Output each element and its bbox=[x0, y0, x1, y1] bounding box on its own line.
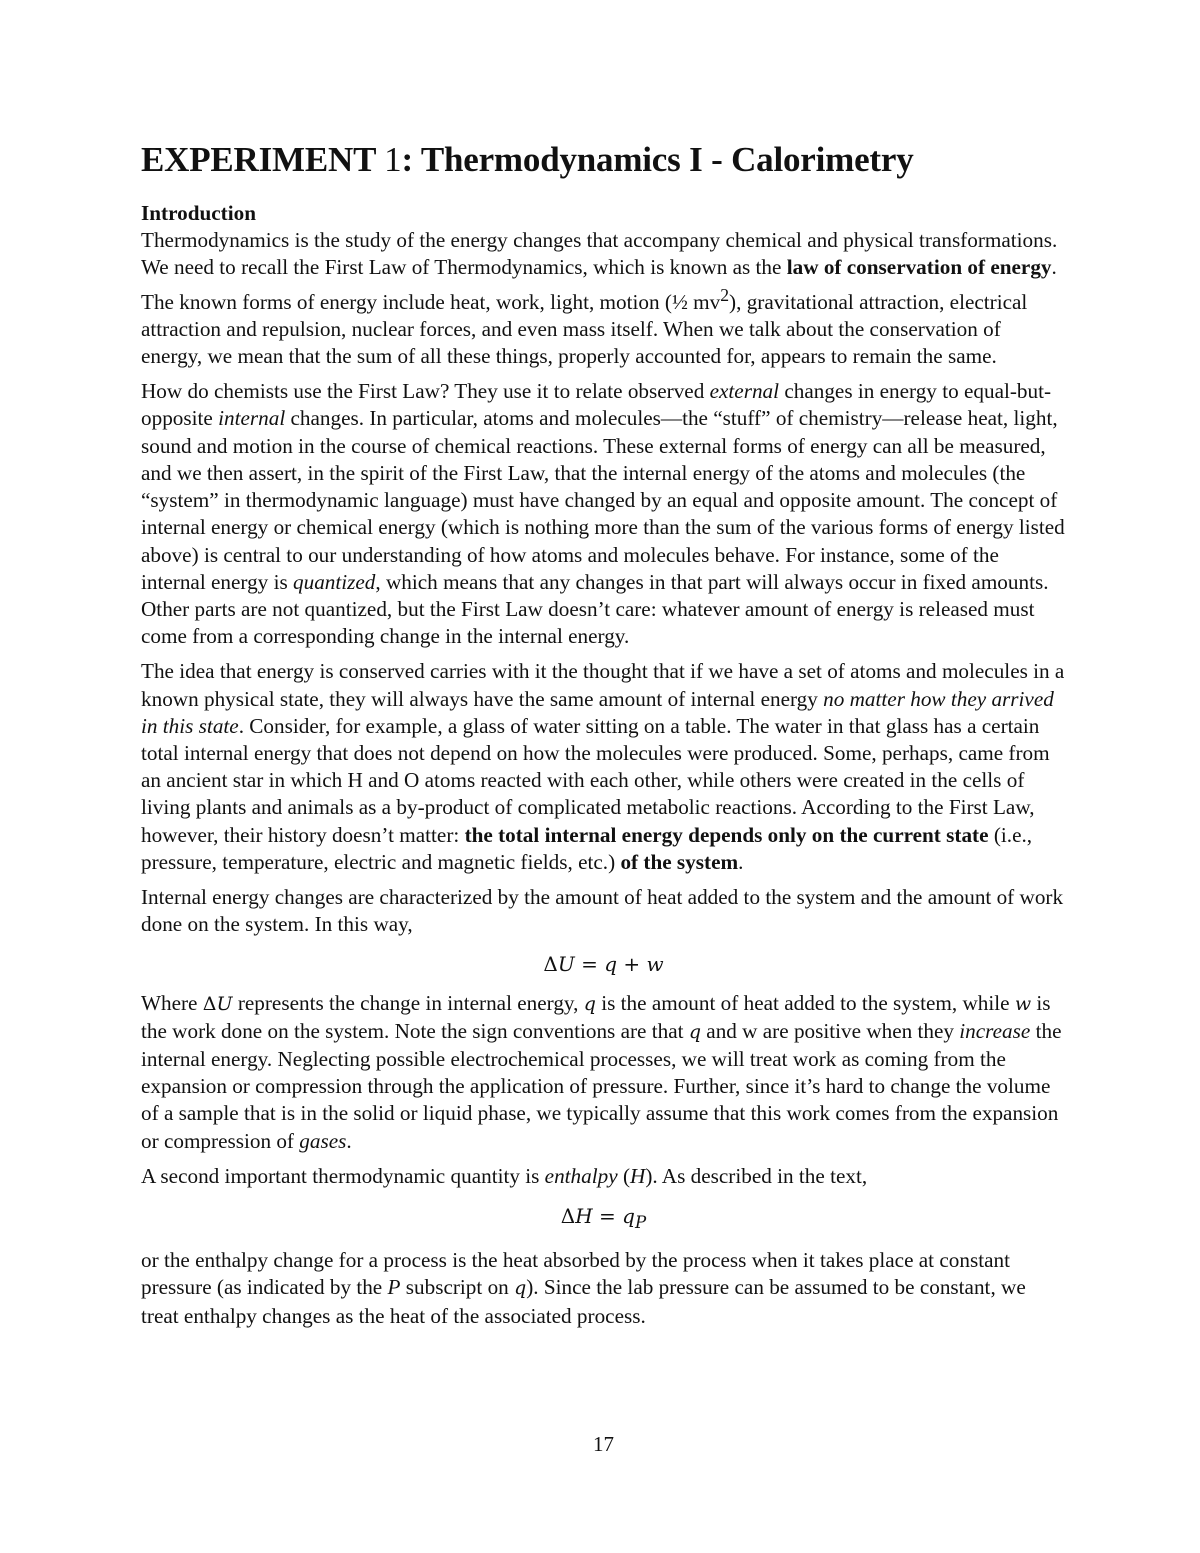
subscript-p: P bbox=[634, 1212, 647, 1232]
experiment-number: 1 bbox=[384, 140, 402, 179]
superscript-two: 2 bbox=[720, 284, 730, 305]
paragraph-first-law: Thermodynamics is the study of the energy changes that accompany chemical and physical transformations. We need to recall the First Law of Thermodynamics, which is known as the law of conservation of energy. The known forms of energy include heat, work, light, motion (½ $mv^2$), gravitational attraction, electrical attraction and repulsion, nuclear forces, and even mass itself. When we talk about the conservation of energy, we mean that the sum of all these things, properly accounted for, appears to remain the same. bbox=[141, 228, 1058, 369]
term-law-of-conservation: law of conservation of energy bbox=[786, 255, 1052, 280]
body-text bbox=[141, 200, 1066, 1338]
page-title: EXPERIMENT 1: Thermodynamics I - Calorimetry bbox=[141, 140, 914, 179]
paragraph-enthalpy: A second important thermodynamic quantity is enthalpy (H). As described in the text, bbox=[141, 1163, 868, 1188]
paragraph-sign-conventions: Where ΔU represents the change in internal energy, q is the amount of heat added to the system, while w is the work done on the system. Note the sign conventions are that q and w are positive when they increase the internal energy. Neglecting possible electrochemical processes, we will treat work as coming from the expansion or compression through the application of pressure. Further, since it’s hard to change the volume of a sample that is in the solid or liquid phase, we typically assume that this work comes from the expansion or compression of gases. bbox=[141, 990, 1062, 1153]
paragraph-chemists-first-law: How do chemists use the First Law? They use it to relate observed external changes in energy to equal-but-opposite internal changes. In particular, atoms and molecules—the “stuff” of chemistry—release heat, light, sound and motion in the course of chemical reactions. These external forms of energy can all be measured, and we then assert, in the spirit of the First Law, that the internal energy of the atoms and molecules (the “system” in thermodynamic language) must have changed by an equal and opposite amount. The concept of internal energy or chemical energy (which is nothing more than the sum of the various forms of energy listed above) is central to our understanding of how atoms and molecules behave. For instance, some of the internal energy is quantized, which means that any changes in that part will always occur in fixed amounts. Other parts are not quantized, but the First Law doesn’t care: whatever amount of energy is released must come from a corresponding change in the internal energy. bbox=[141, 379, 1065, 649]
section-heading-introduction: Introduction bbox=[141, 201, 256, 225]
paragraph-enthalpy-change: or the enthalpy change for a process is the heat absorbed by the process when it takes place at constant pressure (as indicated by the P subscript on q). Since the lab pressure can be assumed to be constant, we treat enthalpy changes as the heat of the associated process. bbox=[141, 1248, 1026, 1328]
paragraph-energy-conserved: The idea that energy is conserved carries with it the thought that if we have a set of atoms and molecules in a known physical state, they will always have the same amount of internal energy no matter how they arrived in this state. Consider, for example, a glass of water sitting on a table. The water in that glass has a certain total internal energy that does not depend on how the molecules were produced. Some, perhaps, came from an ancient star in which H and O atoms reacted with each other, while others were created in the cells of living plants and animals as a by-product of complicated metabolic reactions. According to the First Law, however, their history doesn’t matter: the total internal energy depends only on the current state (i.e., pressure, temperature, electric and magnetic fields, etc.) of the system. bbox=[141, 659, 1065, 874]
page-number: 17 bbox=[593, 1432, 614, 1456]
paragraph-internal-energy-changes: Internal energy changes are characterized by the amount of heat added to the system and the amount of work done on the system. In this way, bbox=[141, 884, 1064, 937]
equation-internal-energy: ΔU = q + w bbox=[543, 952, 664, 977]
equation-enthalpy: $\Delta H = q_P$ bbox=[560, 1203, 647, 1232]
